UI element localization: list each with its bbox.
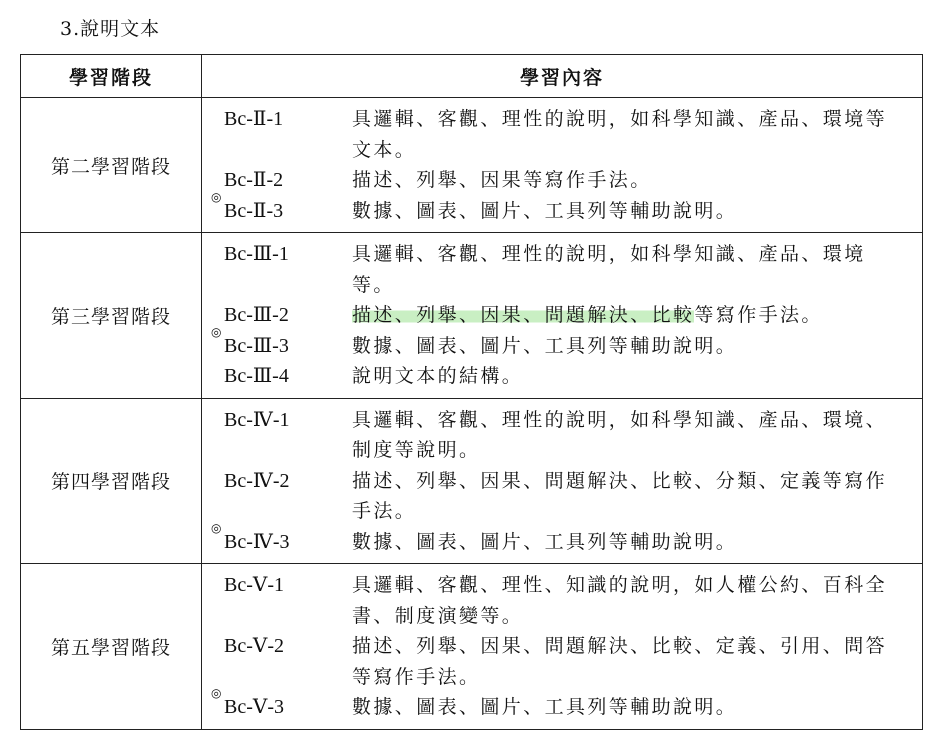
highlighted-text: 描述、列舉、因果、問題解決、比較 [352,304,695,326]
item-description-text: 數據、圖表、圖片、工具列等輔助說明。 [352,334,738,357]
item-code-text: Bc-Ⅲ-4 [224,365,289,387]
item-code-text: Bc-Ⅴ-2 [224,635,284,657]
content-item [202,466,922,527]
item-description-text: 數據、圖表、圖片、工具列等輔助說明。 [352,530,738,553]
item-code-text: Bc-Ⅴ-1 [224,574,284,596]
content-item [202,405,922,466]
item-code-text: Bc-Ⅳ-1 [224,408,290,431]
table-row [21,98,923,233]
item-description [352,631,922,692]
header-stage: 學習階段 [21,55,202,98]
table-row [21,398,923,564]
item-code-text: Bc-Ⅲ-2 [224,304,289,326]
header-content: 學習內容 [202,55,923,98]
table-header-row [21,55,923,98]
content-item [202,104,922,165]
content-cell [202,564,923,730]
item-description [352,570,922,631]
double-circle-icon: ◎ [211,520,222,535]
item-code-text: Bc-Ⅳ-3 [224,530,290,553]
item-code [202,239,352,270]
stage-cell: 第四學習階段 [21,398,202,564]
item-description-text: 描述、列舉、因果、問題解決、比較、定義、引用、問答等寫作手法。 [352,635,888,688]
table-body [21,98,923,730]
stage-cell: 第五學習階段 [21,564,202,730]
item-code [202,631,352,662]
item-description [352,239,922,300]
content-item [202,300,922,331]
item-description [352,196,922,227]
item-code-text: Bc-Ⅲ-1 [224,243,289,265]
item-code [202,520,352,558]
item-code-text: Bc-Ⅱ-3 [224,199,284,222]
content-item [202,570,922,631]
content-item [202,686,922,723]
item-code [202,165,352,196]
item-description-text: 數據、圖表、圖片、工具列等輔助說明。 [352,199,738,222]
table-row [21,564,923,730]
item-code-text: Bc-Ⅱ-1 [224,108,284,130]
item-description-text: 描述、列舉、因果、問題解決、比較、分類、定義等寫作手法。 [352,469,888,522]
item-description-text: 具邏輯、客觀、理性的說明，如科學知識、產品、環境等文本。 [352,108,888,161]
stage-cell: 第二學習階段 [21,98,202,233]
item-description-text: 說明文本的結構。 [352,365,524,387]
item-code [202,300,352,331]
item-code-text: Bc-Ⅲ-3 [224,334,289,357]
item-description-text: 描述、列舉、因果等寫作手法。 [352,169,652,191]
content-item [202,165,922,196]
item-description [352,331,922,362]
content-item [202,189,922,227]
content-cell [202,98,923,233]
item-description-text: 具邏輯、客觀、理性的說明，如科學知識、產品、環境、制度等說明。 [352,408,888,461]
item-code [202,361,352,392]
item-code [202,324,352,362]
item-code [202,104,352,135]
content-cell [202,233,923,399]
item-description-text: 數據、圖表、圖片、工具列等輔助說明。 [352,696,738,718]
content-cell [202,398,923,564]
item-description [352,527,922,558]
item-code [202,466,352,497]
item-description-text: 具邏輯、客觀、理性的說明，如科學知識、產品、環境等。 [352,243,866,296]
item-description [352,405,922,466]
item-code-text: Bc-Ⅴ-3 [224,696,284,718]
double-circle-icon: ◎ [211,324,222,339]
double-circle-icon: ◎ [211,189,222,204]
section-title: 3.說明文本 [60,18,161,40]
item-description [352,104,922,165]
content-item [202,239,922,300]
item-description-text: 等寫作手法。 [694,304,823,326]
content-item [202,631,922,692]
double-circle-icon: ◎ [211,686,222,700]
table-row [21,233,923,399]
item-code [202,189,352,227]
item-description [352,692,922,723]
item-description [352,300,922,331]
item-code-text: Bc-Ⅱ-2 [224,169,284,191]
item-description [352,165,922,196]
content-item [202,324,922,362]
item-code-text: Bc-Ⅳ-2 [224,469,290,492]
item-code [202,570,352,601]
item-code [202,405,352,436]
item-code [202,686,352,723]
curriculum-table [20,54,923,730]
stage-cell: 第三學習階段 [21,233,202,399]
item-description [352,466,922,527]
content-item [202,520,922,558]
item-description [352,361,922,392]
item-description-text: 具邏輯、客觀、理性、知識的說明，如人權公約、百科全書、制度演變等。 [352,574,888,627]
content-item [202,361,922,392]
